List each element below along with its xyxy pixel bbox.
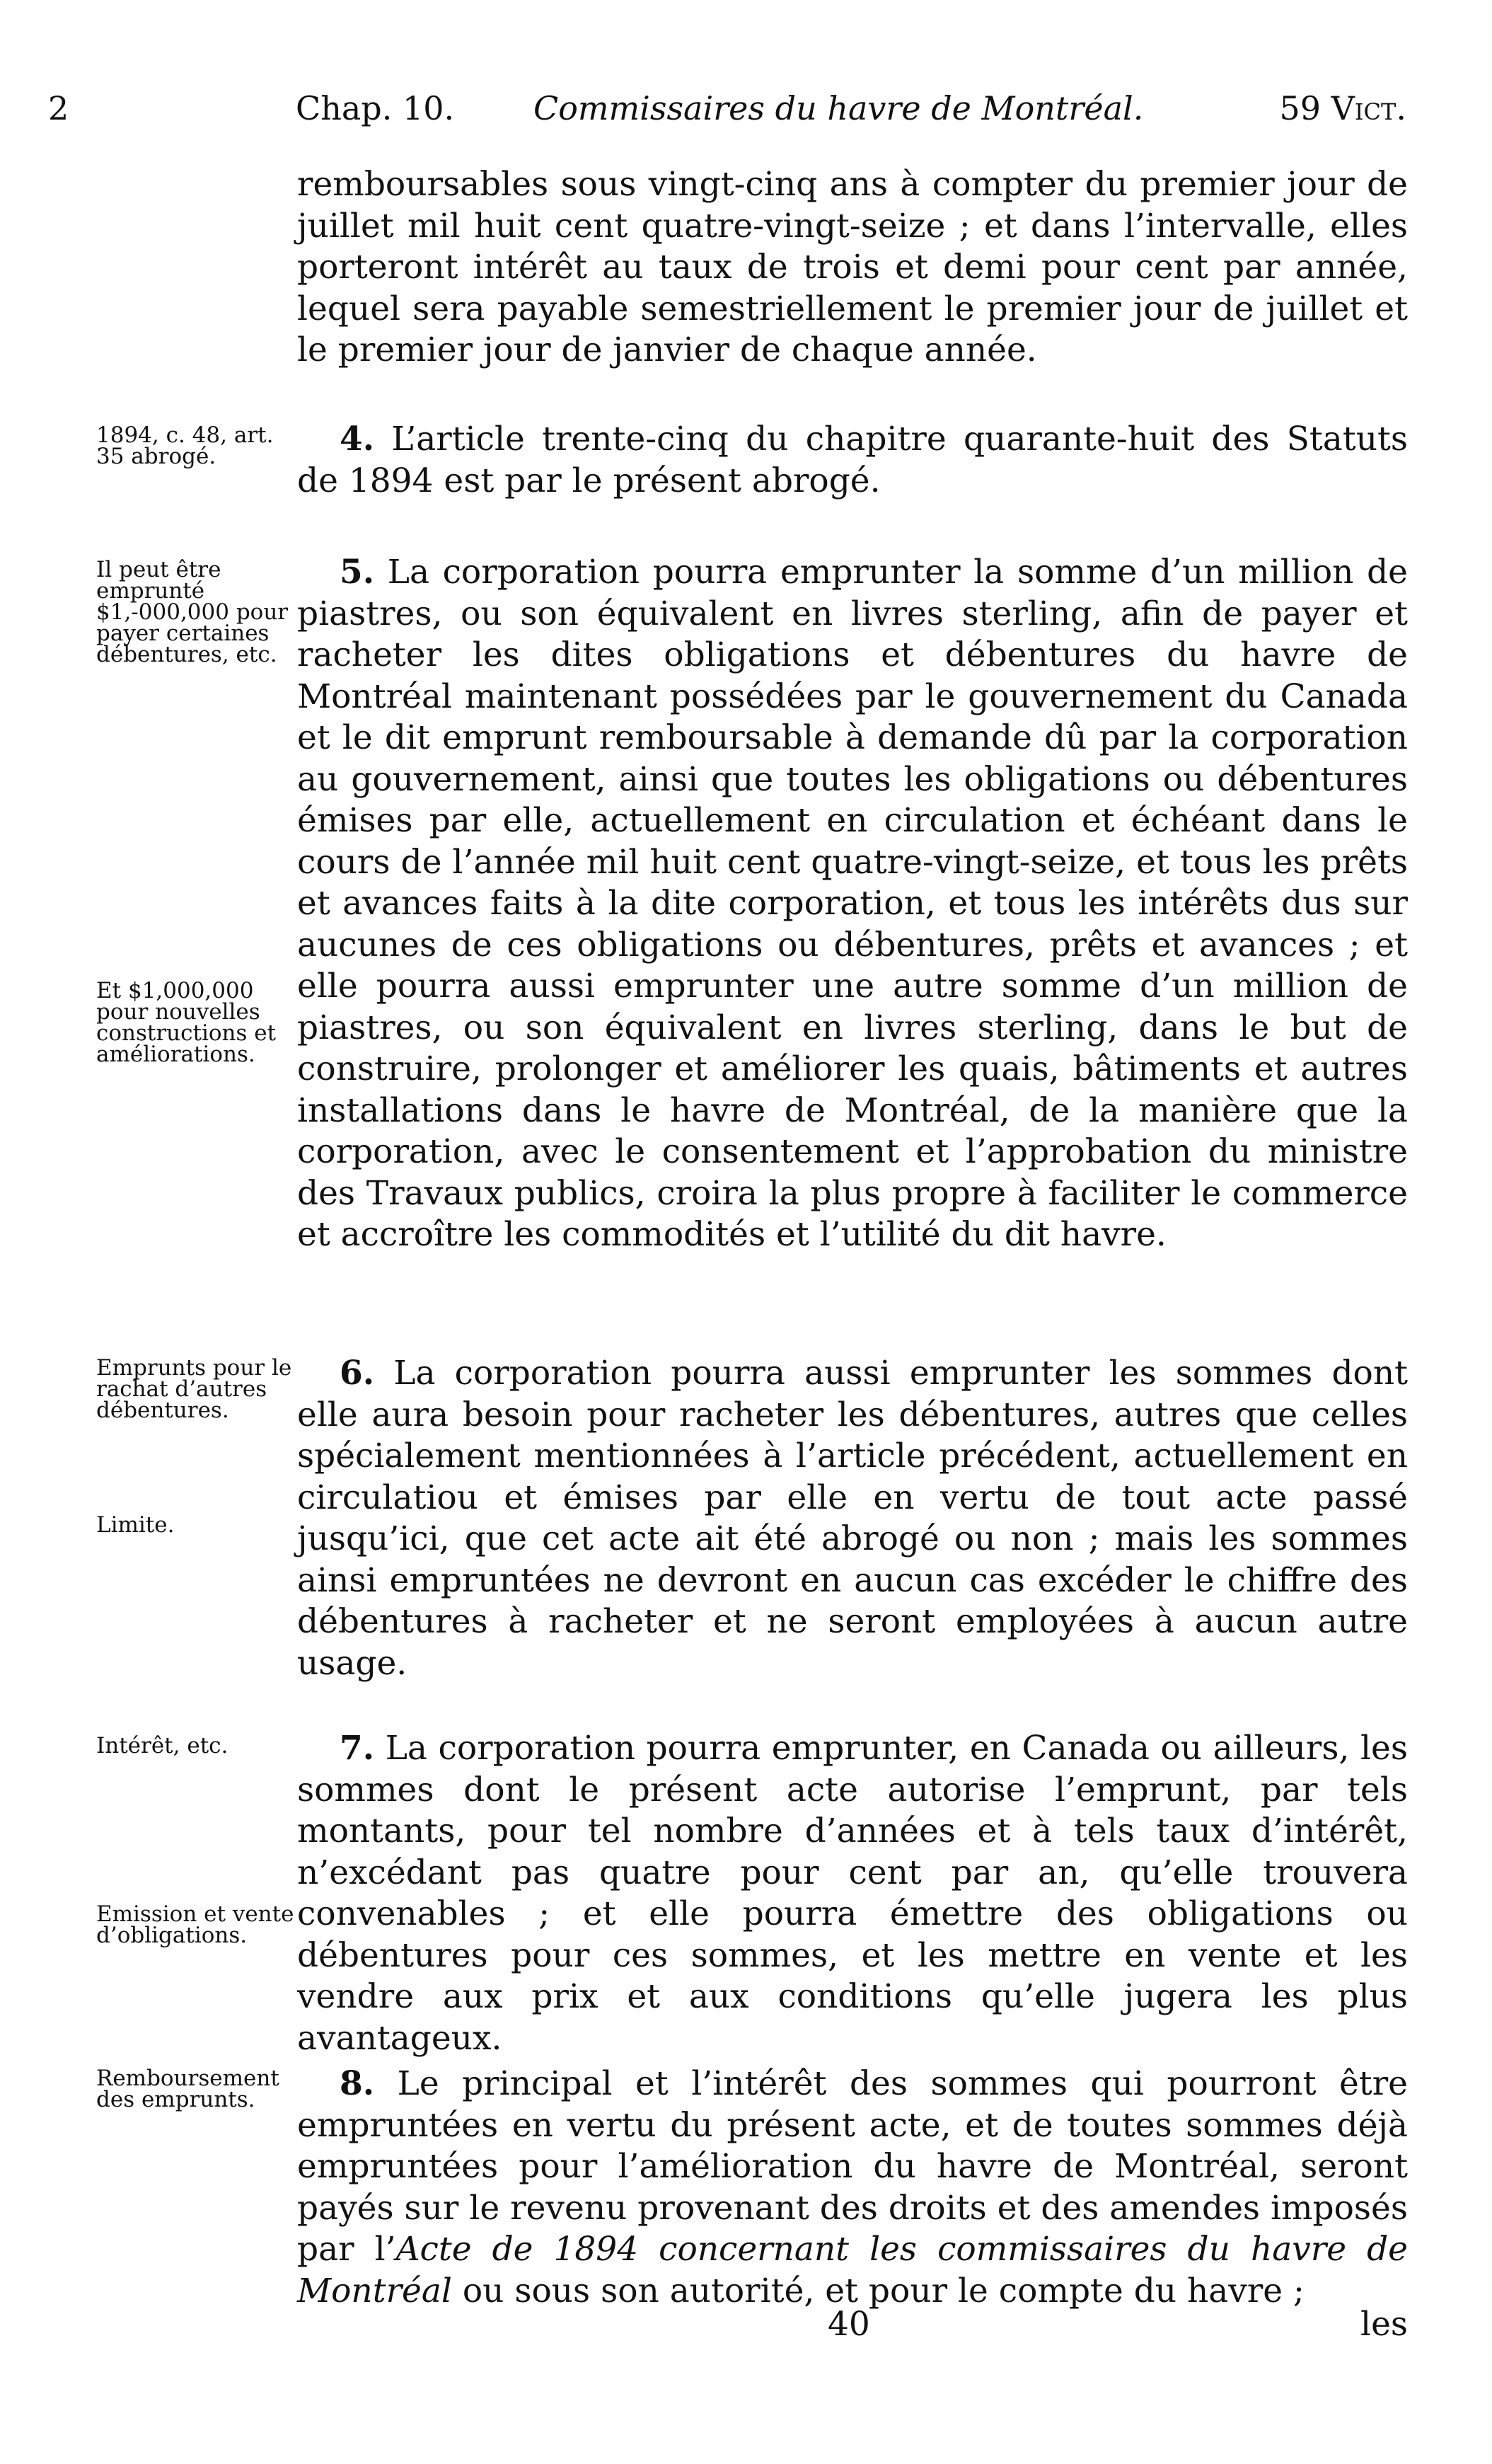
margin-note: Remboursement des emprunts. — [96, 2066, 279, 2112]
catchword: les — [1360, 2305, 1408, 2344]
margin-note: Emprunts pour le rachat d’autres débentures. — [96, 1355, 292, 1423]
continuation-paragraph: remboursables sous vingt-cinq ans à compter du premier jour de juillet mil huit cent quatre-vingt-seize ; et dans l’intervalle, elles porteront intérêt au taux de trois et demi pour cent par année, lequel sera payable semestriellement le premier jour de juillet et le premier jour de janvier de chaque année. — [297, 165, 1408, 369]
margin-note: Limite. — [96, 1512, 175, 1538]
section-number: 8. — [340, 2064, 375, 2103]
section-7 — [297, 1728, 1408, 2059]
section-text-before-italic: Le principal et l’intérêt des sommes qui pourront être empruntées en vertu du présent acte, et de toutes sommes déjà empruntées pour l’amélioration du havre de Montréal, seront payés sur le revenu provenant des droits et des amendes imposés par l’ — [297, 2064, 1408, 2269]
margin-note: Il peut être emprunté $1,-000,000 pour payer certaines débentures, etc. — [96, 557, 289, 667]
section-text: La corporation pourra aussi emprunter les sommes dont elle aura besoin pour racheter les débentures, autres que celles spécialement mentionnées à l’article précédent, actuellement en circulatiou et émises par elle en vertu de tout acte passé jusqu’ici, que cet acte ait été abrogé ou non ; mais les sommes ainsi empruntées ne devront en aucun cas excéder le chiffre des débentures à racheter et ne seront employées à aucun autre usage. — [297, 1354, 1408, 1683]
regnal-year: 59 Vict. — [1279, 89, 1406, 127]
page-number: 2 — [48, 89, 69, 127]
section-4 — [297, 419, 1408, 502]
running-title: Commissaires du havre de Montréal. — [533, 89, 1144, 127]
section-text-after-italic: ou sous son autorité, et pour le compte du havre ; — [451, 2271, 1305, 2310]
section-number: 6. — [340, 1354, 375, 1393]
running-head — [48, 84, 1406, 133]
margin-note: Et $1,000,000 pour nouvelles constructions et améliorations. — [96, 978, 277, 1067]
section-5 — [297, 552, 1408, 1256]
section-number: 4. — [340, 420, 375, 459]
section-6 — [297, 1353, 1408, 1684]
section-number: 5. — [340, 553, 375, 592]
section-text: L’article trente-cinq du chapitre quarante-huit des Statuts de 1894 est par le présent abrogé. — [297, 420, 1408, 500]
margin-note: Intérêt, etc. — [96, 1733, 229, 1758]
chapter-label: Chap. 10. — [296, 89, 455, 127]
margin-note: Emission et vente d’obligations. — [96, 1901, 294, 1948]
section-number: 7. — [340, 1729, 375, 1768]
margin-note: 1894, c. 48, art. 35 abrogé. — [96, 422, 274, 469]
page-footer — [283, 2303, 1408, 2346]
signature-mark: 40 — [828, 2305, 870, 2344]
section-text: La corporation pourra emprunter, en Canada ou ailleurs, les sommes dont le présent acte autorise l’emprunt, par tels montants, pour tel nombre d’années et à tels taux d’intérêt, n’excédant pas quatre pour cent par an, qu’elle trouvera convenables ; et elle pourra émettre des obligations ou débentures pour ces sommes, et les mettre en vente et les vendre aux prix et aux conditions qu’elle jugera les plus avantageux. — [297, 1729, 1408, 2058]
section-8 — [297, 2063, 1408, 2312]
section-text: La corporation pourra emprunter la somme d’un million de piastres, ou son équivalent en livres sterling, afin de payer et racheter les dites obligations et débentures du havre de Montréal maintenant possédées par le gouvernement du Canada et le dit emprunt remboursable à demande dû par la corporation au gouvernement, ainsi que toutes les obligations ou débentures émises par elle, actuellement en circulation et échéant dans le cours de l’année mil huit cent quatre-vingt-seize, et tous les prêts et avances faits à la dite corporation, et tous les intérêts dus sur aucunes de ces obligations ou débentures, prêts et avances ; et elle pourra aussi emprunter une autre somme d’un million de piastres, ou son équivalent en livres sterling, dans le but de construire, prolonger et améliorer les quais, bâtiments et autres installations dans le havre de Montréal, de la manière que la corporation, avec le consentement et l’approbation du ministre des Travaux publics, croira la plus propre à faciliter le commerce et accroître les commodités et l’utilité du dit havre. — [297, 553, 1408, 1254]
act-title-italic: Acte de 1894 concernant les commissaires du havre de Montréal — [297, 2230, 1408, 2310]
